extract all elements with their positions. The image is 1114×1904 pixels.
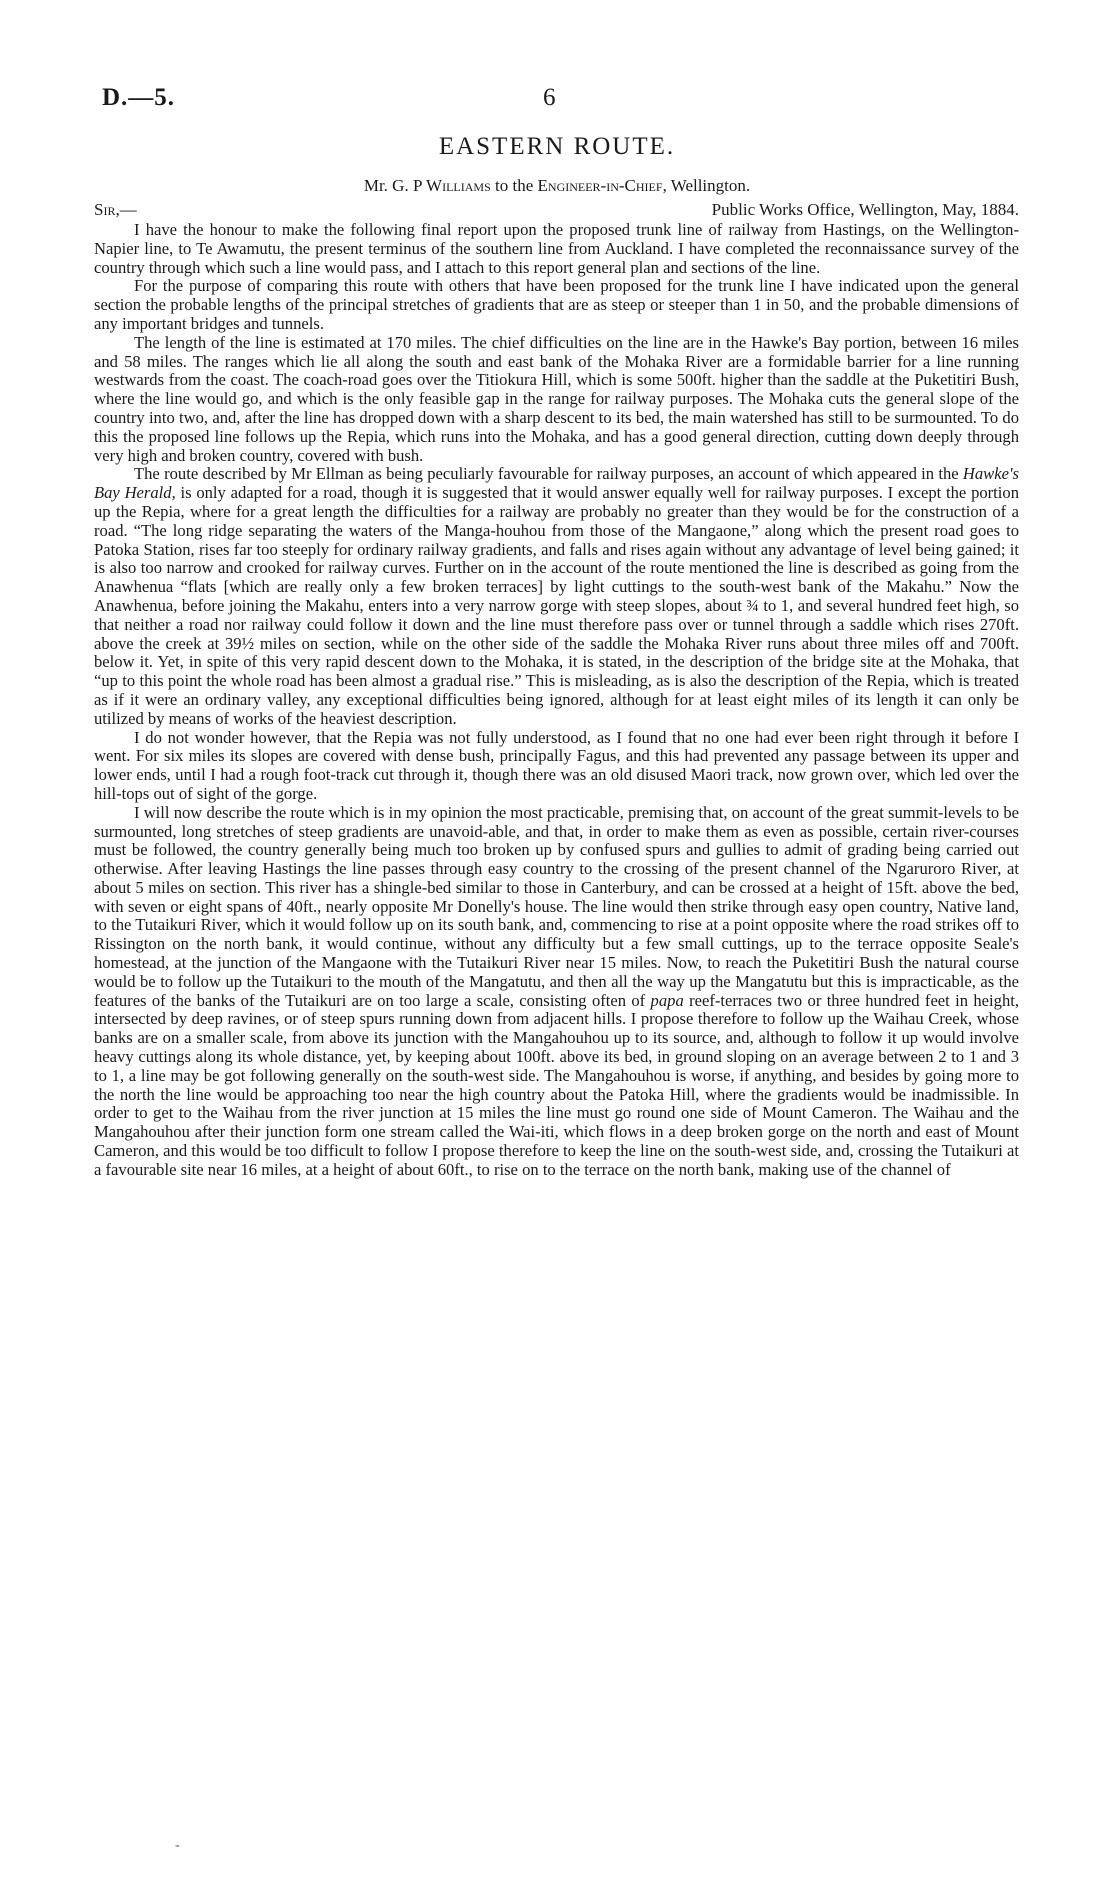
paragraph: I have the honour to make the following final report upon the proposed trunk line of railway from Hastings, on the Wellington-Napier line, to Te Awamutu, the present terminus of the southern line from Auckland. I have completed the reconnaissance survey of the country through which such a line would pass, and I attach to this report general plan and sections of the line. [94,220,1019,277]
paragraph-text: I will now describe the route which is in my opinion the most practicable, premising that, on account of the great summit-levels to be surmounted, long stretches of steep gradients are unavoid-able, and that, in order to make them as even as possible, certain river-courses must be followed, the country generally being much too broken up by confused spurs and gullies to admit of grading being carried out otherwise. After leaving Hastings the line passes through easy country to the crossing of the present channel of the Ngaruroro River, at about 5 miles on section. This river has a shingle-bed similar to those in Canterbury, and can be crossed at a height of 15ft. above the bed, with seven or eight spans of 40ft., nearly opposite Mr Donelly's house. The line would then strike through easy open country, Native land, to the Tutaikuri River, which it would follow up on its south bank, and, commencing to rise at a point opposite where the road strikes off to Rissington on the north bank, it would continue, without any difficulty but a few small cuttings, up to the terrace opposite Seale's homestead, at the junction of the Mangaone with the Tutaikuri River near 15 miles. Now, to reach the Puketitiri Bush the natural course would be to follow up the Tutaikuri to the mouth of the Mangatutu, and then all the way up the Mangatutu but this is impracticable, as the features of the banks of the Tutaikuri are on too large a scale, consisting often of [94,802,1019,1010]
paragraph-text: reef-terraces two or three hundred feet in height, intersected by deep ravines, or of steep spurs running down from adjacent hills. I propose therefore to follow up the Waihau Creek, whose banks are on a smaller scale, from above its junction with the Mangahouhou up to its source, and, although to follow it up would involve heavy cuttings along its whole distance, yet, by keeping about 100ft. above its bed, in ground sloping on an average between 2 to 1 and 3 to 1, a line may be got following generally on the south-west side. The Mangahouhou is worse, if anything, and besides by going more to the north the line would be approaching too near the high country about the Patoka Hill, where the gradients would be inadmissible. In order to get to the Waihau from the river junction at 15 miles the line must go round one side of Mount Cameron. The Waihau and the Mangahouhou after their junction form one stream called the Wai-iti, which flows in a deep broken gorge on the north and east of Mount Cameron, and this would be too difficult to follow I propose therefore to keep the line on the south-west side, and, crossing the Tutaikuri at a favourable site near 16 miles, at a height of about 60ft., to rise on to the terrace on the north bank, making use of the channel of [94,990,1019,1179]
italic-term: papa [650,990,684,1010]
letter-body [94,221,1019,1180]
footer-mark: - [175,1838,180,1853]
paragraph-text: is only adapted for a road, though it is suggested that it would answer equally well for railway purposes. I except the portion up the Repia, where for a great length the difficulties for a railway are probably no greater than they would be for the construction of a road. “The long ridge separating the waters of the Manga-houhou from those of the Mangaone,” along which the present road goes to Patoka Station, rises far too steeply for ordinary railway gradients, and falls and rises again without any advantage of level being gained; it is also too narrow and crooked for railway curves. Further on in the account of the route mentioned the line is described as going from the Anawhenua “flats [which are really only a few broken terraces] by light cuttings to the south-west bank of the Makahu.” Now the Anawhenua, before joining the Makahu, enters into a very narrow gorge with steep slopes, about ¾ to 1, and several hundred feet high, so that neither a road nor railway could follow it down and the line must therefore pass over or tunnel through a saddle which rises 270ft. above the creek at 39½ miles on section, while on the other side of the saddle the Mohaka River runs about three miles off and 700ft. below it. Yet, in spite of this very rapid descent down to the Mohaka, it is stated, in the description of the bridge site at the Mohaka, that “up to this point the whole road has been almost a gradual rise.” This is misleading, as is also the description of the Repia, which is treated as if it were an ordinary valley, any exceptional difficulties being ignored, although for at least eight miles of its length it can only be utilized by means of works of the heaviest description. [94,483,1019,728]
page-number: 6 [543,84,556,111]
heading-to-suffix: , Wellington. [662,176,751,195]
heading-to-text: to the [495,176,534,195]
paragraph [94,465,1019,728]
newspaper-title: Hawke's Bay Herald, [94,464,1019,503]
heading-from-prefix: Mr. G. P [363,176,422,195]
paragraph: For the purpose of comparing this route with others that have been proposed for the trunk line I have indicated upon the general section the probable lengths of the principal stretches of gradients that are as steep or steeper than 1 in 50, and the probable dimensions of any important bridges and tunnels. [94,276,1019,333]
paragraph-text: The route described by Mr Ellman as being peculiarly favourable for railway purposes, an account of which appeared in the [134,464,963,484]
letter-heading [0,176,1114,196]
place-date: Public Works Office, Wellington, May, 1884. [711,200,1019,219]
heading-from-name: Williams [426,176,491,195]
document-id: D.—5. [102,84,176,111]
section-title: EASTERN ROUTE. [438,133,676,160]
paragraph [94,804,1019,1180]
paragraph: The length of the line is estimated at 170 miles. The chief difficulties on the line are in the Hawke's Bay portion, between 16 miles and 58 miles. The ranges which lie all along the south and east bank of the Mohaka River are a formidable barrier for a line running westwards from the coast. The coach-road goes over the Titiokura Hill, which is some 500ft. higher than the saddle at the Puketitiri Bush, where the line would go, and which is the only feasible gap in the range for railway purposes. The Mohaka cuts the general slope of the country into two, and, after the line has dropped down with a sharp descent to its bed, the main watershed has still to be surmounted. To do this the proposed line follows up the Repia, which runs into the Mohaka, and has a good general direction, cutting down deeply through very high and broken country, covered with bush. [94,332,1019,465]
salutation: Sir,— [94,200,137,219]
heading-to-name: Engineer-in-Chief [537,176,663,195]
paragraph: I do not wonder however, that the Repia was not fully understood, as I found that no one had ever been right through it before I went. For six miles its slopes are covered with dense bush, principally Fagus, and this had prevented any passage between its upper and lower ends, until I had a rough foot-track cut through it, though there was an old disused Maori track, now grown over, which led over the hill-tops out of sight of the gorge. [94,727,1019,803]
